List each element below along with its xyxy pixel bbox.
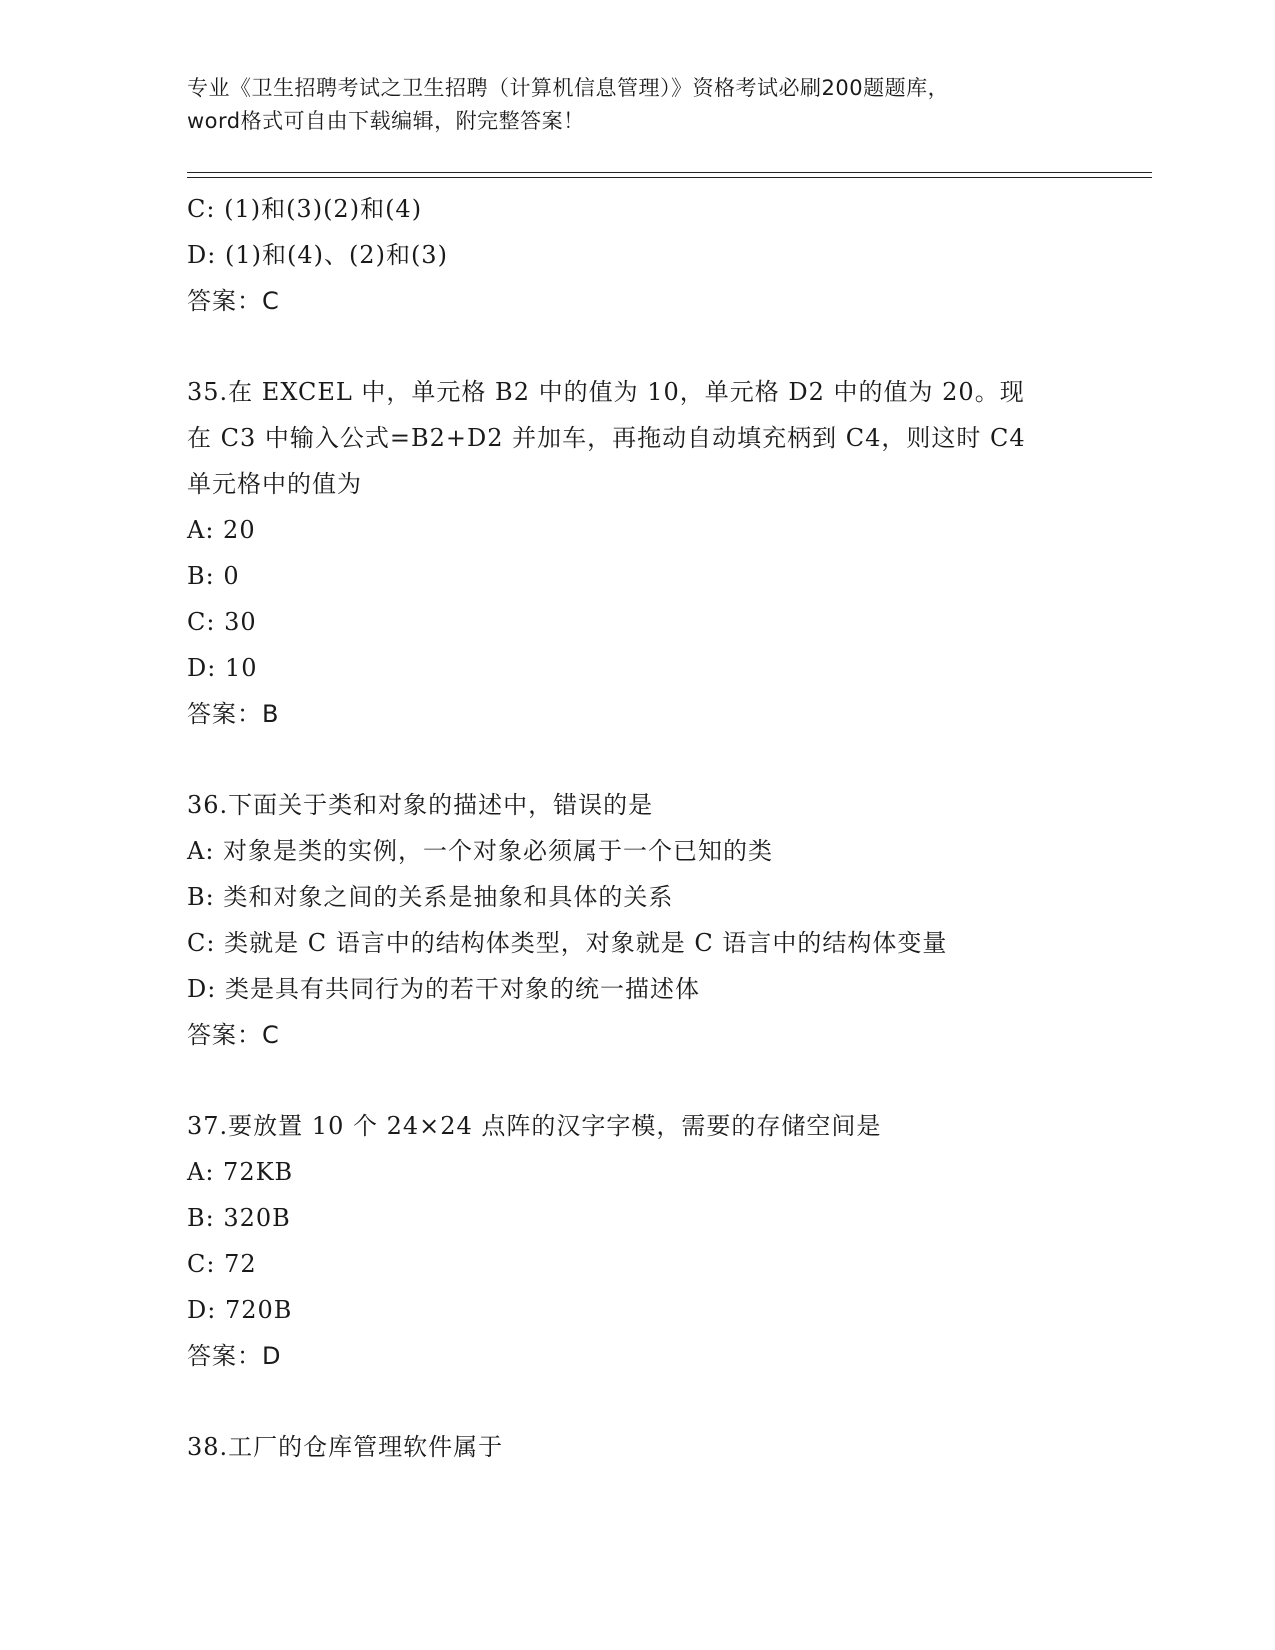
question-stem: 在 C3 中输入公式=B2+D2 并加车，再拖动自动填充柄到 C4，则这时 C4 xyxy=(187,424,1026,452)
option-a: A: 20 xyxy=(187,516,256,544)
header-line-1: 专业《卫生招聘考试之卫生招聘（计算机信息管理）》资格考试必刷200题题库， xyxy=(187,76,950,100)
option-c: C: 30 xyxy=(187,608,257,636)
answer-line: 答案：D xyxy=(187,1342,282,1370)
question-list xyxy=(187,186,1087,1470)
question-stem: 38.工厂的仓库管理软件属于 xyxy=(187,1433,504,1461)
option-c: C: 72 xyxy=(187,1250,257,1278)
spacer xyxy=(187,1379,1087,1424)
header-divider-top xyxy=(187,172,1152,173)
answer-line: 答案：C xyxy=(187,287,280,315)
option-d: D: 类是具有共同行为的若干对象的统一描述体 xyxy=(187,975,700,1003)
option-b: B: 0 xyxy=(187,562,240,590)
option-b: B: 320B xyxy=(187,1204,291,1232)
question-36 xyxy=(187,782,1087,1058)
option-d: D: (1)和(4)、(2)和(3) xyxy=(187,241,448,269)
question-stem: 37.要放置 10 个 24×24 点阵的汉字字模，需要的存储空间是 xyxy=(187,1112,882,1140)
option-d: D: 10 xyxy=(187,654,258,682)
question-stem: 35.在 EXCEL 中，单元格 B2 中的值为 10，单元格 D2 中的值为 20。现 xyxy=(187,378,1025,406)
document-header xyxy=(187,72,1087,138)
option-b: B: 类和对象之间的关系是抽象和具体的关系 xyxy=(187,883,674,911)
question-stem: 36.下面关于类和对象的描述中，错误的是 xyxy=(187,791,654,819)
option-c: C: 类就是 C 语言中的结构体类型，对象就是 C 语言中的结构体变量 xyxy=(187,929,948,957)
option-c: C: (1)和(3)(2)和(4) xyxy=(187,195,423,223)
question-35 xyxy=(187,369,1087,737)
question-37 xyxy=(187,1103,1087,1379)
answer-line: 答案：C xyxy=(187,1021,280,1049)
answer-line: 答案：B xyxy=(187,700,280,728)
header-line-2: word格式可自由下载编辑，附完整答案！ xyxy=(187,109,585,133)
spacer xyxy=(187,737,1087,782)
option-d: D: 720B xyxy=(187,1296,293,1324)
question-38 xyxy=(187,1424,1087,1470)
spacer xyxy=(187,324,1087,369)
spacer xyxy=(187,1058,1087,1103)
header-divider-bottom xyxy=(187,177,1152,178)
question-stem: 单元格中的值为 xyxy=(187,470,362,498)
option-a: A: 对象是类的实例，一个对象必须属于一个已知的类 xyxy=(187,837,774,865)
previous-question-tail xyxy=(187,186,1087,324)
option-a: A: 72KB xyxy=(187,1158,294,1186)
